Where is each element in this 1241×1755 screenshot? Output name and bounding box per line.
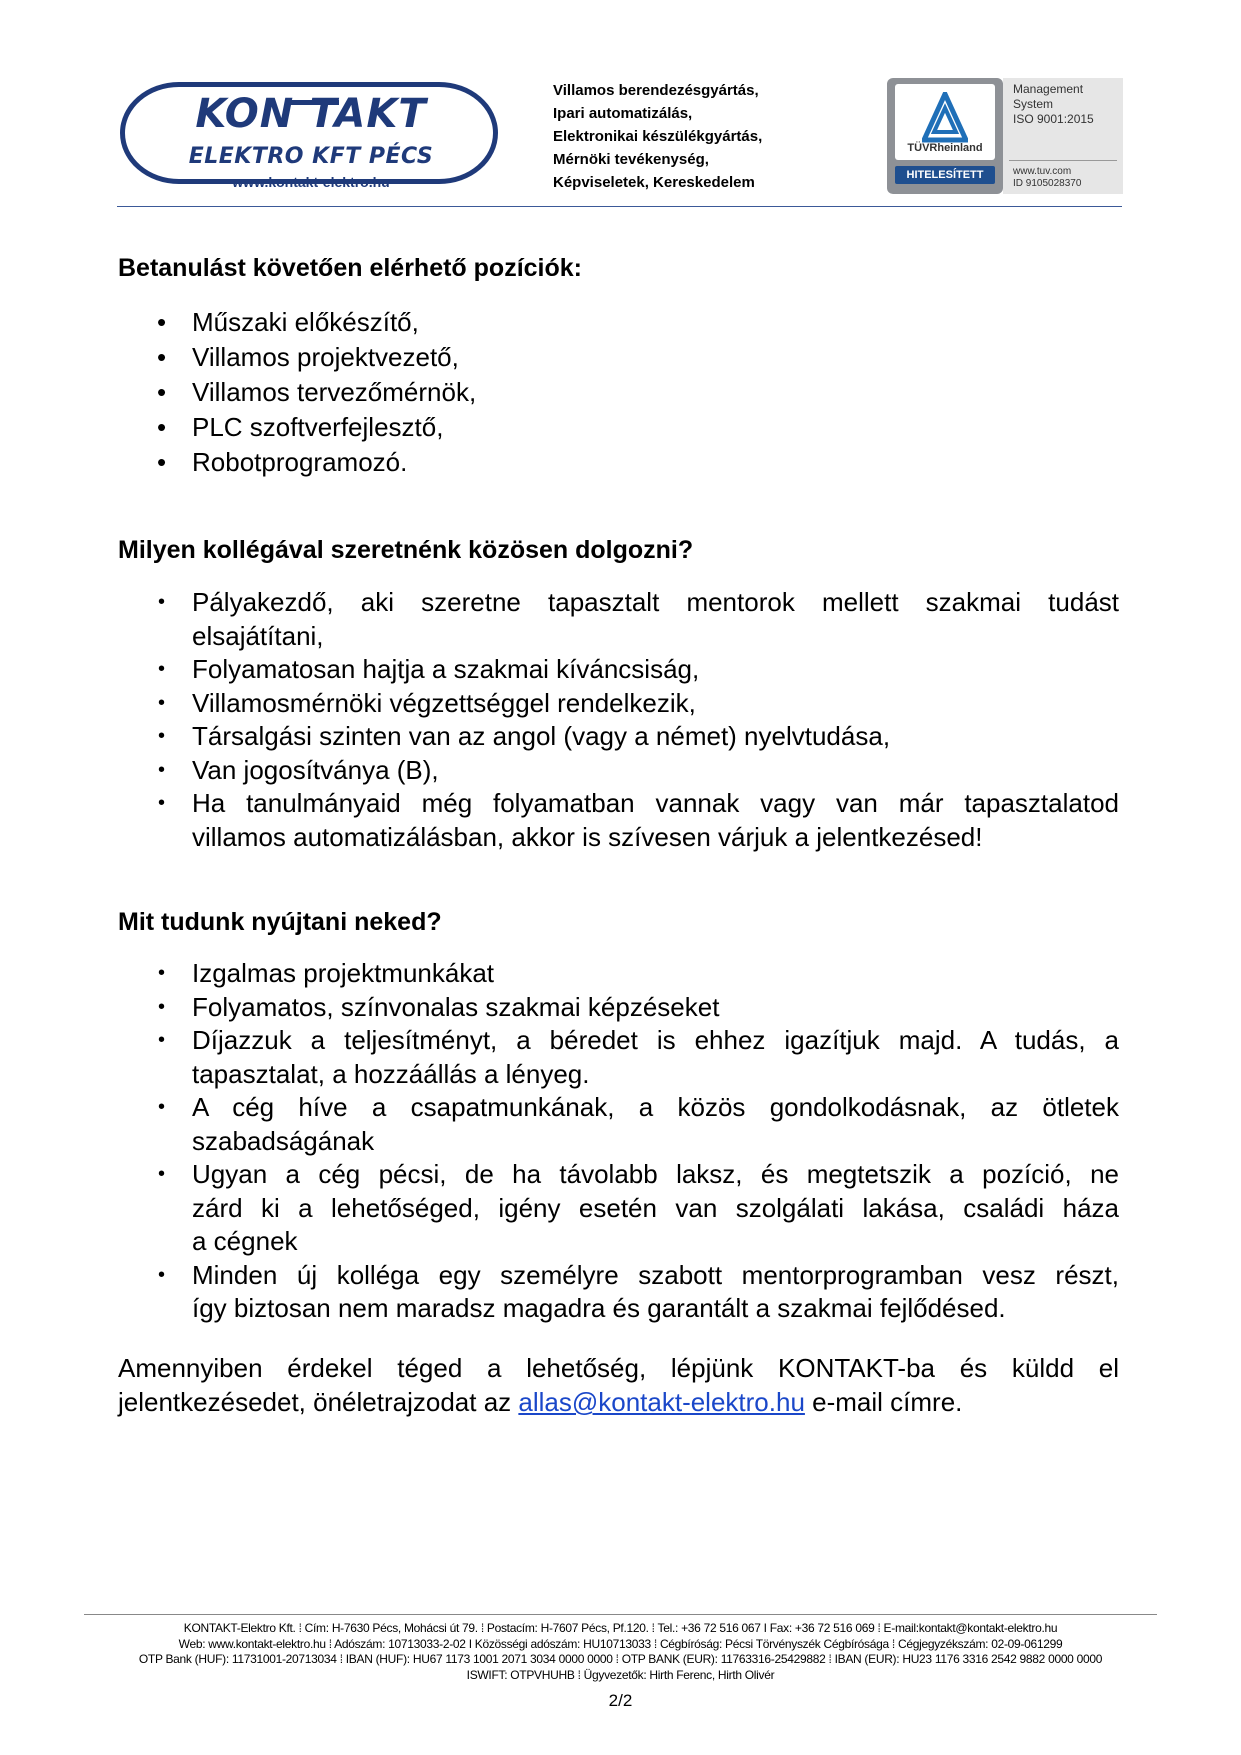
service-item: Mérnöki tevékenység, [553,151,709,168]
closing-paragraph [118,1351,1119,1419]
company-logo [118,80,504,196]
logo-website: www.kontakt-elektro.hu [232,174,390,190]
bullet-icon: • [158,1163,166,1185]
footer-line: Web: www.kontakt-elektro.hu ⁞ Adószám: 10713033-2-02 I Közösségi adószám: HU10713033 ⁞ Cégbíróság: Pécsi Törvényszék Cégbírósága ⁞ Cégjegyzékszám: 02-09-061299 [178,1636,1063,1651]
bullet-icon: • [158,591,166,613]
bullet-icon: • [158,792,166,814]
bullet-icon: • [157,377,167,407]
footer-line: ISWIFT: OTPVHUHB ⁞ Ügyvezetők: Hirth Ferenc, Hirth Olivér [466,1667,775,1682]
footer-divider [84,1614,1157,1615]
bullet-icon: • [158,658,166,680]
cert-id: ID 9105028370 [1013,178,1082,189]
section-heading-positions: Betanulást követően elérhető pozíciók: [118,254,582,282]
bullet-icon: • [158,758,166,781]
footer-company-info [84,1621,1157,1683]
divider [1009,160,1117,161]
service-item: Villamos berendezésgyártás, [553,82,759,99]
footer-line: OTP Bank (HUF): 11731001-20713034 ⁞ IBAN (HUF): HU67 1173 1001 2071 3034 0000 0000 ⁞ OTP BANK (EUR): 11763316-25429882 ⁞ IBAN (EUR): HU23 1176 3316 2542 9882 0000 0000 [138,1652,1103,1666]
service-item: Ipari automatizálás, [553,105,693,122]
bullet-icon: • [158,962,166,984]
header-divider [117,206,1122,207]
bullet-icon: • [157,307,167,337]
bullet-icon: • [158,995,166,1018]
bullet-icon: • [158,725,166,747]
bullet-icon: • [157,412,167,442]
tuv-label: HITELESÍTETT [895,166,995,184]
section-heading-candidate: Milyen kollégával szeretnénk közösen dolgozni? [118,536,694,564]
cert-system-line: System [1013,97,1054,111]
footer-line: KONTAKT-Elektro Kft. ⁞ Cím: H-7630 Pécs, Mohácsi út 79. ⁞ Postacím: H-7607 Pécs, Pf.120. ⁞ Tel.: +36 72 516 067 I Fax: +36 72 516 069 ⁞ E-mail:kontakt@kontakt-elektro.hu [183,1621,1058,1635]
bullet-icon: • [158,1096,166,1118]
tuv-certification-badge [887,78,1123,194]
closing-line: Amennyiben érdekel téged a lehetőség, lépjünk KONTAKT-ba és küldd el [118,1353,1119,1383]
cert-system-line: Management [1013,82,1084,96]
bullet-icon: • [158,1263,166,1286]
cert-standard: ISO 9001:2015 [1013,112,1094,126]
tuv-brand: TÜVRheinland [907,142,983,154]
logo-line1: KON TAKT [195,91,427,137]
email-link[interactable]: allas@kontakt-elektro.hu [518,1387,805,1417]
bullet-icon: • [158,691,166,714]
services-list [553,79,833,194]
bullet-icon: • [158,1029,166,1051]
bullet-icon: • [157,342,167,372]
service-item: Elektronikai készülékgyártás, [553,128,763,145]
cert-url: www.tuv.com [1013,166,1072,177]
page-number: 2/2 [608,1691,633,1710]
bullet-icon: • [157,447,167,477]
service-item: Képviseletek, Kereskedelem [553,174,755,191]
tuv-triangle-icon [922,92,968,144]
section-heading-offer: Mit tudunk nyújtani neked? [118,908,442,936]
tuv-seal [887,78,1003,194]
closing-line: jelentkezésedet, önéletrajzodat az allas@kontakt-elektro.hu e-mail címre. [118,1387,963,1417]
logo-line2: ELEKTRO KFT PÉCS [188,144,434,169]
